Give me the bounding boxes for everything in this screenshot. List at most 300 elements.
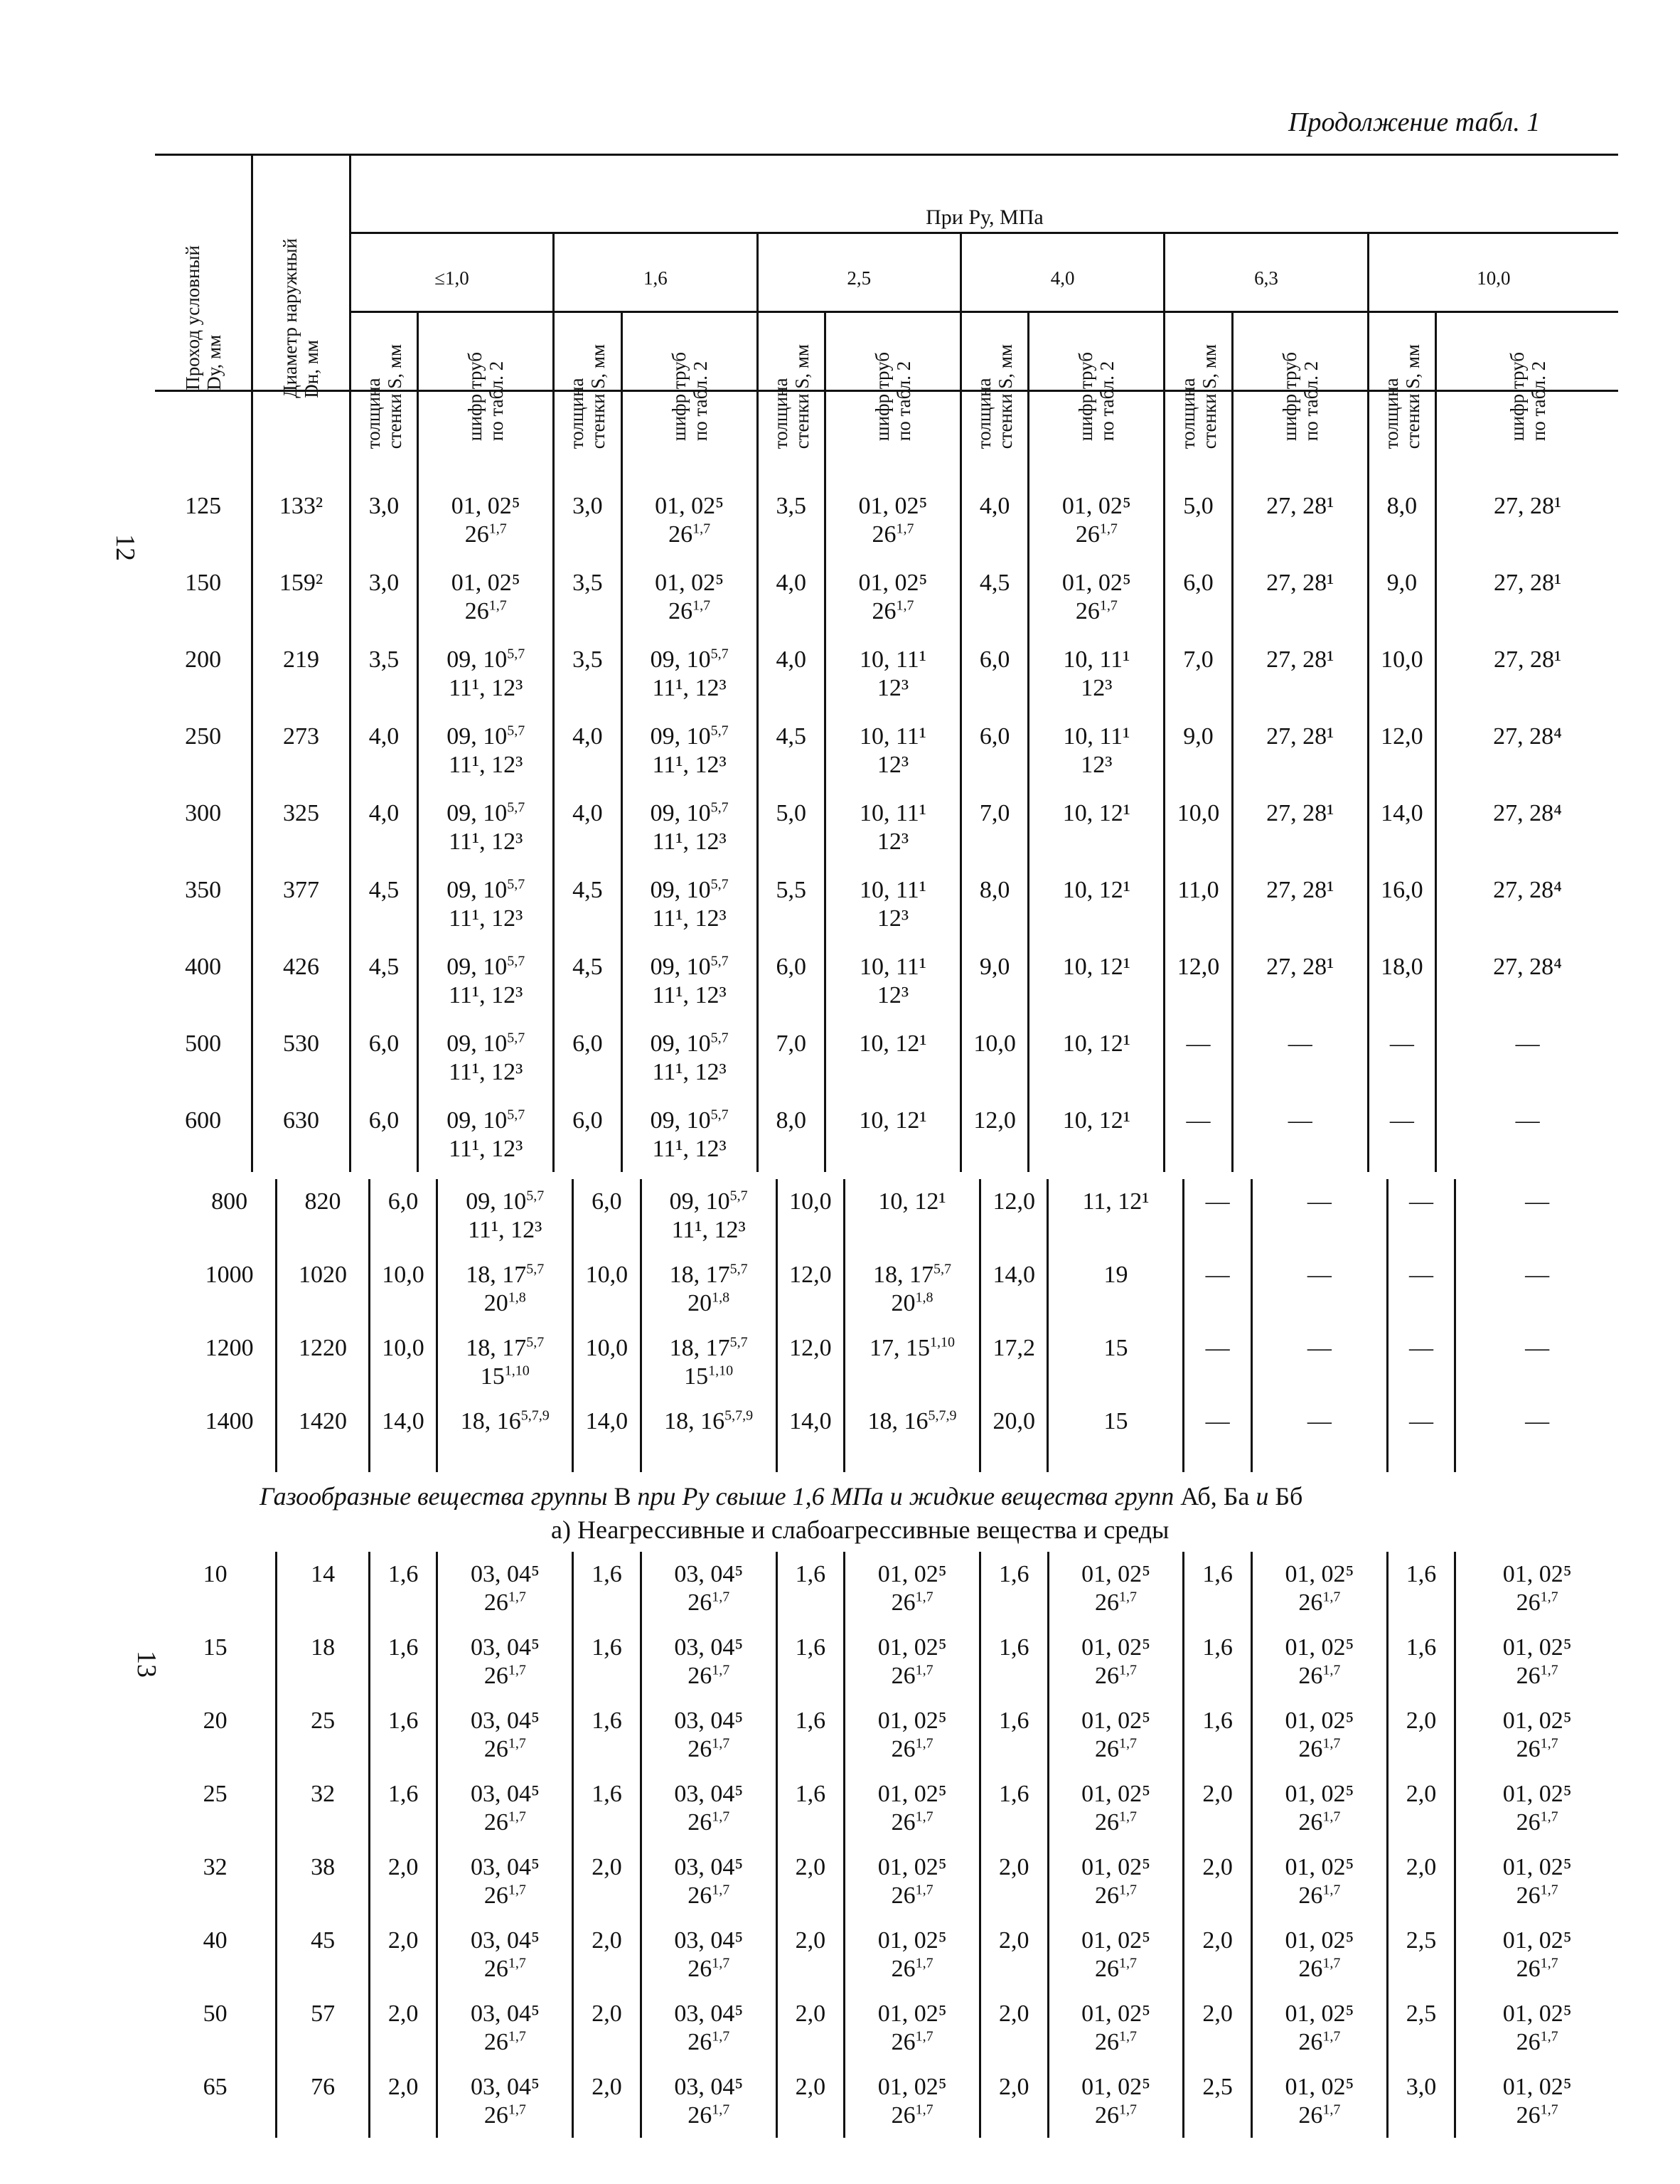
small-cell: 01, 02⁵ 26$^{1,7}$ — [1502, 2074, 1572, 2129]
large-cell: — — [1525, 1408, 1550, 1434]
large-cell: 800 — [183, 1179, 277, 1252]
small-cell: 01, 02⁵ 26$^{1,7}$ — [1251, 1625, 1387, 1698]
main-cell: 09, 10$^{5,7}$ 11¹, 12³ — [621, 1018, 757, 1095]
large-cell: 17, 15$^{1,10}$ — [845, 1326, 980, 1399]
small-row — [155, 1625, 1618, 1698]
large-cell: 10,0 — [369, 1252, 437, 1326]
main-cell: 01, 02⁵ 26$^{1,7}$ — [1029, 481, 1165, 558]
main-cell: 10, 11¹ 12³ — [825, 788, 961, 865]
main-row — [155, 481, 1618, 558]
small-row — [155, 2065, 1618, 2138]
main-cell: 12,0 — [1368, 711, 1435, 788]
large-cell: 1400 — [183, 1399, 277, 1472]
main-cell: 6,0 — [350, 1018, 417, 1095]
small-cell: 03, 04⁵ 26$^{1,7}$ — [641, 2065, 776, 2138]
large-cell: 10,0 — [369, 1326, 437, 1399]
main-cell: 09, 10$^{5,7}$ 11¹, 12³ — [418, 942, 554, 1018]
small-cell: 2,0 — [980, 1845, 1048, 1918]
main-cell: 09, 10$^{5,7}$ 11¹, 12³ — [418, 711, 554, 788]
main-cell: 27, 28¹ — [1232, 558, 1368, 634]
large-cell: 14,0 — [776, 1399, 844, 1472]
main-row — [155, 634, 1618, 711]
main-cell: 377 — [252, 865, 351, 942]
large-cell: — — [1251, 1326, 1387, 1399]
large-cell: 09, 10$^{5,7}$ 11¹, 12³ — [641, 1179, 776, 1252]
main-cell: 01, 02⁵ 26$^{1,7}$ — [418, 481, 554, 558]
large-cell: 15 — [1048, 1399, 1184, 1472]
main-cell: 6,0 — [350, 1095, 417, 1172]
main-cell: 10, 11¹ 12³ — [825, 865, 961, 942]
main-cell: 6,0 — [961, 711, 1028, 788]
small-cell: 1,6 — [980, 1698, 1048, 1772]
main-cell: 500 — [155, 1018, 252, 1095]
main-cell: 4,0 — [554, 788, 621, 865]
small-cell: 03, 04⁵ 26$^{1,7}$ — [437, 1698, 573, 1772]
main-cell: 27, 28¹ — [1493, 493, 1562, 519]
large-cell: 10, 12¹ — [845, 1179, 980, 1252]
small-cell: 03, 04⁵ 26$^{1,7}$ — [437, 1918, 573, 1991]
main-cell: — — [1368, 1018, 1435, 1095]
main-cell: 10,0 — [1368, 634, 1435, 711]
small-row — [155, 1772, 1618, 1845]
pressure-col-3: 4,0 — [961, 233, 1164, 312]
large-row — [183, 1252, 1618, 1326]
small-cell: 2,0 — [980, 1991, 1048, 2065]
small-cell: 2,0 — [980, 2065, 1048, 2138]
small-cell: 01, 02⁵ 26$^{1,7}$ — [1251, 1991, 1387, 2065]
small-cell: 1,6 — [573, 1552, 641, 1625]
main-cell: 4,0 — [757, 558, 825, 634]
large-cell: 11, 12¹ — [1048, 1179, 1184, 1252]
small-cell: 2,0 — [1387, 1845, 1455, 1918]
main-row — [155, 558, 1618, 634]
small-cell: 1,6 — [369, 1698, 437, 1772]
small-cell: 1,6 — [369, 1625, 437, 1698]
main-cell: 3,0 — [554, 481, 621, 558]
subheader-pipe-cipher: шифр труб по табл. 2 — [621, 312, 757, 481]
main-cell: 4,5 — [350, 942, 417, 1018]
main-cell: 4,0 — [961, 481, 1028, 558]
main-cell: 10,0 — [1165, 788, 1232, 865]
main-cell: 7,0 — [1165, 634, 1232, 711]
small-cell: 2,0 — [1184, 1918, 1251, 1991]
main-cell: 6,0 — [554, 1095, 621, 1172]
large-cell: 18, 17$^{5,7}$ 20$^{1,8}$ — [437, 1252, 573, 1326]
main-cell: 4,0 — [350, 711, 417, 788]
small-cell: 01, 02⁵ 26$^{1,7}$ — [845, 1552, 980, 1625]
main-cell: — — [1232, 1018, 1368, 1095]
small-cell: 2,0 — [1184, 1991, 1251, 2065]
large-cell: 12,0 — [776, 1326, 844, 1399]
subheader-wall-thickness: толщина стенки S, мм — [1165, 312, 1232, 481]
main-cell: 09, 10$^{5,7}$ 11¹, 12³ — [418, 634, 554, 711]
page-number-bottom: 13 — [132, 1651, 161, 1678]
subheader-pipe-cipher: шифр труб по табл. 2 — [1506, 352, 1549, 442]
small-cell: 1,6 — [1387, 1552, 1455, 1625]
pressure-col-5: 10,0 — [1368, 233, 1618, 312]
subheader-wall-thickness: толщина стенки S, мм — [757, 312, 825, 481]
small-cell: 76 — [277, 2065, 370, 2138]
small-cell: 01, 02⁵ 26$^{1,7}$ — [1251, 1552, 1387, 1625]
small-cell: 2,0 — [1387, 1772, 1455, 1845]
main-cell: 27, 28¹ — [1232, 481, 1368, 558]
main-cell: 400 — [155, 942, 252, 1018]
small-cell: 2,0 — [369, 1845, 437, 1918]
small-cell: 1,6 — [1184, 1698, 1251, 1772]
small-cell: 1,6 — [369, 1552, 437, 1625]
main-cell: 27, 28⁴ — [1493, 723, 1562, 750]
pressure-col-0: ≤1,0 — [350, 233, 553, 312]
small-cell: 01, 02⁵ 26$^{1,7}$ — [845, 1845, 980, 1918]
main-cell: 09, 10$^{5,7}$ 11¹, 12³ — [621, 1095, 757, 1172]
small-cell: 01, 02⁵ 26$^{1,7}$ — [1048, 1698, 1184, 1772]
large-cell: 18, 16$^{5,7,9}$ — [641, 1399, 776, 1472]
main-row — [155, 865, 1618, 942]
large-cell: 10,0 — [776, 1179, 844, 1252]
main-cell: 6,0 — [554, 1018, 621, 1095]
large-cell: — — [1387, 1252, 1455, 1326]
main-cell: — — [1515, 1107, 1540, 1134]
main-cell: 4,0 — [554, 711, 621, 788]
main-cell: 4,0 — [757, 634, 825, 711]
large-cell: 18, 17$^{5,7}$ 20$^{1,8}$ — [845, 1252, 980, 1326]
large-cell: — — [1387, 1399, 1455, 1472]
large-cell: — — [1184, 1252, 1251, 1326]
col-header-outer-diameter: Диаметр наружный Dн, мм — [252, 155, 351, 481]
small-cell: 1,6 — [1184, 1625, 1251, 1698]
small-cell: 1,6 — [1387, 1625, 1455, 1698]
small-cell: 2,5 — [1184, 2065, 1251, 2138]
main-cell: 09, 10$^{5,7}$ 11¹, 12³ — [621, 711, 757, 788]
large-cell: 6,0 — [369, 1179, 437, 1252]
small-cell: 1,6 — [980, 1552, 1048, 1625]
main-cell: 10, 12¹ — [1029, 865, 1165, 942]
small-cell: 1,6 — [776, 1698, 844, 1772]
main-cell: 09, 10$^{5,7}$ 11¹, 12³ — [621, 634, 757, 711]
main-row — [155, 711, 1618, 788]
small-cell: 03, 04⁵ 26$^{1,7}$ — [437, 1552, 573, 1625]
large-cell: 20,0 — [980, 1399, 1048, 1472]
main-cell: 4,5 — [757, 711, 825, 788]
small-cell: 01, 02⁵ 26$^{1,7}$ — [1048, 1845, 1184, 1918]
small-cell: 2,0 — [573, 1845, 641, 1918]
small-cell: 2,0 — [980, 1918, 1048, 1991]
small-cell: 1,6 — [573, 1698, 641, 1772]
small-cell: 03, 04⁵ 26$^{1,7}$ — [641, 1552, 776, 1625]
small-cell: 2,5 — [1387, 1918, 1455, 1991]
small-cell: 01, 02⁵ 26$^{1,7}$ — [1251, 1698, 1387, 1772]
large-cell: 14,0 — [369, 1399, 437, 1472]
small-cell: 15 — [155, 1625, 277, 1698]
subheader-wall-thickness: толщина стенки S, мм — [1368, 312, 1435, 481]
small-cell: 57 — [277, 1991, 370, 2065]
small-cell: 01, 02⁵ 26$^{1,7}$ — [845, 1991, 980, 2065]
subheader-wall-thickness: толщина стенки S, мм — [961, 312, 1028, 481]
small-cell: 01, 02⁵ 26$^{1,7}$ — [845, 1918, 980, 1991]
small-cell: 2,0 — [369, 1918, 437, 1991]
small-cell: 01, 02⁵ 26$^{1,7}$ — [1502, 1561, 1572, 1616]
small-cell: 01, 02⁵ 26$^{1,7}$ — [1251, 2065, 1387, 2138]
main-cell: 8,0 — [757, 1095, 825, 1172]
large-cell: — — [1525, 1188, 1550, 1215]
pressure-col-1: 1,6 — [554, 233, 757, 312]
large-cell: 14,0 — [980, 1252, 1048, 1326]
large-cell: — — [1184, 1399, 1251, 1472]
small-cell: 01, 02⁵ 26$^{1,7}$ — [845, 1625, 980, 1698]
main-cell: 150 — [155, 558, 252, 634]
small-cell: 2,0 — [573, 1991, 641, 2065]
main-cell: 159² — [252, 558, 351, 634]
main-cell: — — [1165, 1095, 1232, 1172]
large-cell: 18, 16$^{5,7,9}$ — [437, 1399, 573, 1472]
large-cell: 19 — [1048, 1252, 1184, 1326]
main-cell: 10, 12¹ — [825, 1095, 961, 1172]
small-cell: 2,5 — [1387, 1991, 1455, 2065]
small-cell: 2,0 — [369, 1991, 437, 2065]
main-cell: 01, 02⁵ 26$^{1,7}$ — [621, 558, 757, 634]
small-cell: 2,0 — [1387, 1698, 1455, 1772]
main-row — [155, 942, 1618, 1018]
main-cell: 4,0 — [350, 788, 417, 865]
large-cell: — — [1387, 1179, 1455, 1252]
main-cell: 01, 02⁵ 26$^{1,7}$ — [825, 481, 961, 558]
small-cell: 01, 02⁵ 26$^{1,7}$ — [1048, 1918, 1184, 1991]
main-cell: 5,5 — [757, 865, 825, 942]
main-cell: 09, 10$^{5,7}$ 11¹, 12³ — [418, 788, 554, 865]
subheader-pipe-cipher: шифр труб по табл. 2 — [1029, 312, 1165, 481]
main-cell: 27, 28¹ — [1232, 711, 1368, 788]
small-cell: 32 — [155, 1845, 277, 1918]
main-cell: 6,0 — [1165, 558, 1232, 634]
main-cell: 10, 12¹ — [825, 1018, 961, 1095]
pipe-table-main — [155, 155, 1618, 1172]
main-cell: 350 — [155, 865, 252, 942]
small-cell: 2,0 — [776, 1845, 844, 1918]
main-cell: 27, 28¹ — [1232, 634, 1368, 711]
small-cell: 03, 04⁵ 26$^{1,7}$ — [641, 1991, 776, 2065]
main-cell: 4,5 — [554, 942, 621, 1018]
small-cell: 2,0 — [1184, 1845, 1251, 1918]
main-cell: 12,0 — [1165, 942, 1232, 1018]
small-cell: 2,0 — [776, 1918, 844, 1991]
large-cell: — — [1387, 1326, 1455, 1399]
small-cell: 10 — [155, 1552, 277, 1625]
main-cell: 5,0 — [757, 788, 825, 865]
large-cell: — — [1251, 1399, 1387, 1472]
pipe-table-small-diameter — [155, 1552, 1618, 2138]
page-number-top: 12 — [110, 534, 140, 561]
small-cell: 1,6 — [369, 1772, 437, 1845]
main-cell: 6,0 — [757, 942, 825, 1018]
main-cell: 10, 12¹ — [1029, 1095, 1165, 1172]
small-cell: 1,6 — [776, 1552, 844, 1625]
large-cell: — — [1184, 1326, 1251, 1399]
main-cell: 8,0 — [1368, 481, 1435, 558]
main-cell: 3,5 — [554, 558, 621, 634]
main-cell: 09, 10$^{5,7}$ 11¹, 12³ — [418, 1018, 554, 1095]
small-cell: 18 — [277, 1625, 370, 1698]
pressure-col-4: 6,3 — [1165, 233, 1368, 312]
small-cell: 20 — [155, 1698, 277, 1772]
main-cell: 273 — [252, 711, 351, 788]
small-row — [155, 1918, 1618, 1991]
main-cell: 10, 11¹ 12³ — [825, 942, 961, 1018]
small-cell: 38 — [277, 1845, 370, 1918]
main-cell: 01, 02⁵ 26$^{1,7}$ — [621, 481, 757, 558]
main-cell: 8,0 — [961, 865, 1028, 942]
small-cell: 2,0 — [776, 2065, 844, 2138]
main-cell: 11,0 — [1165, 865, 1232, 942]
main-cell: 600 — [155, 1095, 252, 1172]
main-cell: 5,0 — [1165, 481, 1232, 558]
small-cell: 01, 02⁵ 26$^{1,7}$ — [845, 1698, 980, 1772]
small-cell: 01, 02⁵ 26$^{1,7}$ — [845, 1772, 980, 1845]
small-cell: 40 — [155, 1918, 277, 1991]
pressure-col-2: 2,5 — [757, 233, 961, 312]
small-cell: 1,6 — [573, 1772, 641, 1845]
small-cell: 01, 02⁵ 26$^{1,7}$ — [1502, 1634, 1572, 1689]
large-cell: 12,0 — [776, 1252, 844, 1326]
small-cell: 01, 02⁵ 26$^{1,7}$ — [1048, 1772, 1184, 1845]
main-cell: 10, 11¹ 12³ — [1029, 634, 1165, 711]
main-cell: 12,0 — [961, 1095, 1028, 1172]
small-cell: 01, 02⁵ 26$^{1,7}$ — [1048, 2065, 1184, 2138]
small-cell: 50 — [155, 1991, 277, 2065]
large-cell: — — [1525, 1335, 1550, 1361]
main-cell: 10, 12¹ — [1029, 788, 1165, 865]
large-cell: 18, 17$^{5,7}$ 20$^{1,8}$ — [641, 1252, 776, 1326]
large-cell: 12,0 — [980, 1179, 1048, 1252]
main-cell: 10, 11¹ 12³ — [825, 634, 961, 711]
main-cell: 200 — [155, 634, 252, 711]
small-cell: 2,0 — [1184, 1772, 1251, 1845]
main-cell: 09, 10$^{5,7}$ 11¹, 12³ — [621, 865, 757, 942]
main-cell: 01, 02⁵ 26$^{1,7}$ — [1029, 558, 1165, 634]
pressure-header: При Pу, МПа — [350, 155, 1618, 233]
small-cell: 03, 04⁵ 26$^{1,7}$ — [437, 2065, 573, 2138]
small-cell: 01, 02⁵ 26$^{1,7}$ — [1048, 1625, 1184, 1698]
main-cell: 27, 28¹ — [1493, 570, 1562, 596]
small-cell: 2,0 — [369, 2065, 437, 2138]
small-cell: 01, 02⁵ 26$^{1,7}$ — [1502, 1708, 1572, 1762]
main-cell: — — [1165, 1018, 1232, 1095]
large-cell: 1220 — [277, 1326, 370, 1399]
main-cell: 4,5 — [554, 865, 621, 942]
col-header-nominal-bore: Проход условный Dу, мм — [155, 155, 252, 481]
main-cell: 426 — [252, 942, 351, 1018]
main-row — [155, 788, 1618, 865]
main-cell: 10, 12¹ — [1029, 1018, 1165, 1095]
small-cell: 1,6 — [980, 1625, 1048, 1698]
main-cell: 4,5 — [350, 865, 417, 942]
large-cell: 1420 — [277, 1399, 370, 1472]
small-cell: 03, 04⁵ 26$^{1,7}$ — [641, 1772, 776, 1845]
small-cell: 03, 04⁵ 26$^{1,7}$ — [437, 1845, 573, 1918]
small-cell: 03, 04⁵ 26$^{1,7}$ — [437, 1991, 573, 2065]
large-cell: 18, 17$^{5,7}$ 15$^{1,10}$ — [641, 1326, 776, 1399]
small-cell: 1,6 — [573, 1625, 641, 1698]
main-cell: 16,0 — [1368, 865, 1435, 942]
main-cell: — — [1515, 1030, 1540, 1057]
large-row — [183, 1399, 1618, 1472]
main-cell: 9,0 — [1165, 711, 1232, 788]
small-cell: 65 — [155, 2065, 277, 2138]
large-cell: — — [1184, 1179, 1251, 1252]
large-cell: 1200 — [183, 1326, 277, 1399]
small-cell: 01, 02⁵ 26$^{1,7}$ — [1251, 1918, 1387, 1991]
small-cell: 01, 02⁵ 26$^{1,7}$ — [845, 2065, 980, 2138]
small-cell: 3,0 — [1387, 2065, 1455, 2138]
main-cell: 3,0 — [350, 481, 417, 558]
small-cell: 01, 02⁵ 26$^{1,7}$ — [1502, 1927, 1572, 1982]
large-row — [183, 1179, 1618, 1252]
subheader-pipe-cipher: шифр труб по табл. 2 — [1232, 312, 1368, 481]
main-cell: 27, 28¹ — [1232, 865, 1368, 942]
small-cell: 03, 04⁵ 26$^{1,7}$ — [641, 1625, 776, 1698]
main-cell: 01, 02⁵ 26$^{1,7}$ — [418, 558, 554, 634]
subheader-wall-thickness: толщина стенки S, мм — [554, 312, 621, 481]
main-cell: 14,0 — [1368, 788, 1435, 865]
main-cell: 325 — [252, 788, 351, 865]
small-cell: 03, 04⁵ 26$^{1,7}$ — [437, 1772, 573, 1845]
main-cell: 125 — [155, 481, 252, 558]
main-cell: 27, 28⁴ — [1493, 954, 1562, 980]
main-cell: 27, 28¹ — [1232, 788, 1368, 865]
small-cell: 25 — [277, 1698, 370, 1772]
main-cell: 09, 10$^{5,7}$ 11¹, 12³ — [621, 788, 757, 865]
main-cell: 9,0 — [961, 942, 1028, 1018]
small-cell: 03, 04⁵ 26$^{1,7}$ — [641, 1918, 776, 1991]
main-cell: 6,0 — [961, 634, 1028, 711]
main-cell: 630 — [252, 1095, 351, 1172]
large-cell: — — [1251, 1179, 1387, 1252]
large-cell: 6,0 — [573, 1179, 641, 1252]
main-cell: 3,5 — [350, 634, 417, 711]
main-row — [155, 1018, 1618, 1095]
large-cell: 14,0 — [573, 1399, 641, 1472]
table-caption: Продолжение табл. 1 — [1288, 107, 1541, 137]
small-cell: 01, 02⁵ 26$^{1,7}$ — [1502, 2001, 1572, 2055]
main-cell: 3,5 — [757, 481, 825, 558]
main-cell: 133² — [252, 481, 351, 558]
main-cell: 7,0 — [757, 1018, 825, 1095]
subheader-pipe-cipher: шифр труб по табл. 2 — [825, 312, 961, 481]
large-cell: — — [1525, 1262, 1550, 1288]
small-row — [155, 1991, 1618, 2065]
large-cell: 10,0 — [573, 1252, 641, 1326]
small-cell: 01, 02⁵ 26$^{1,7}$ — [1251, 1845, 1387, 1918]
small-cell: 03, 04⁵ 26$^{1,7}$ — [641, 1698, 776, 1772]
main-cell: 01, 02⁵ 26$^{1,7}$ — [825, 558, 961, 634]
main-cell: 300 — [155, 788, 252, 865]
small-cell: 1,6 — [776, 1772, 844, 1845]
main-cell: 250 — [155, 711, 252, 788]
small-cell: 03, 04⁵ 26$^{1,7}$ — [437, 1625, 573, 1698]
main-cell: — — [1232, 1095, 1368, 1172]
large-cell: 09, 10$^{5,7}$ 11¹, 12³ — [437, 1179, 573, 1252]
main-cell: 7,0 — [961, 788, 1028, 865]
main-cell: 27, 28⁴ — [1493, 800, 1562, 826]
pipe-table-large-diameter — [183, 1179, 1618, 1472]
small-row — [155, 1552, 1618, 1625]
main-cell: 09, 10$^{5,7}$ 11¹, 12³ — [418, 1095, 554, 1172]
group-title: Газообразные вещества группы В при Pу свыше 1,6 МПа и жидкие вещества групп Аб, Ба и Бб — [260, 1482, 1303, 1511]
main-cell: 10, 11¹ 12³ — [825, 711, 961, 788]
small-cell: 2,0 — [573, 2065, 641, 2138]
small-cell: 2,0 — [573, 1918, 641, 1991]
main-cell: 530 — [252, 1018, 351, 1095]
small-cell: 45 — [277, 1918, 370, 1991]
